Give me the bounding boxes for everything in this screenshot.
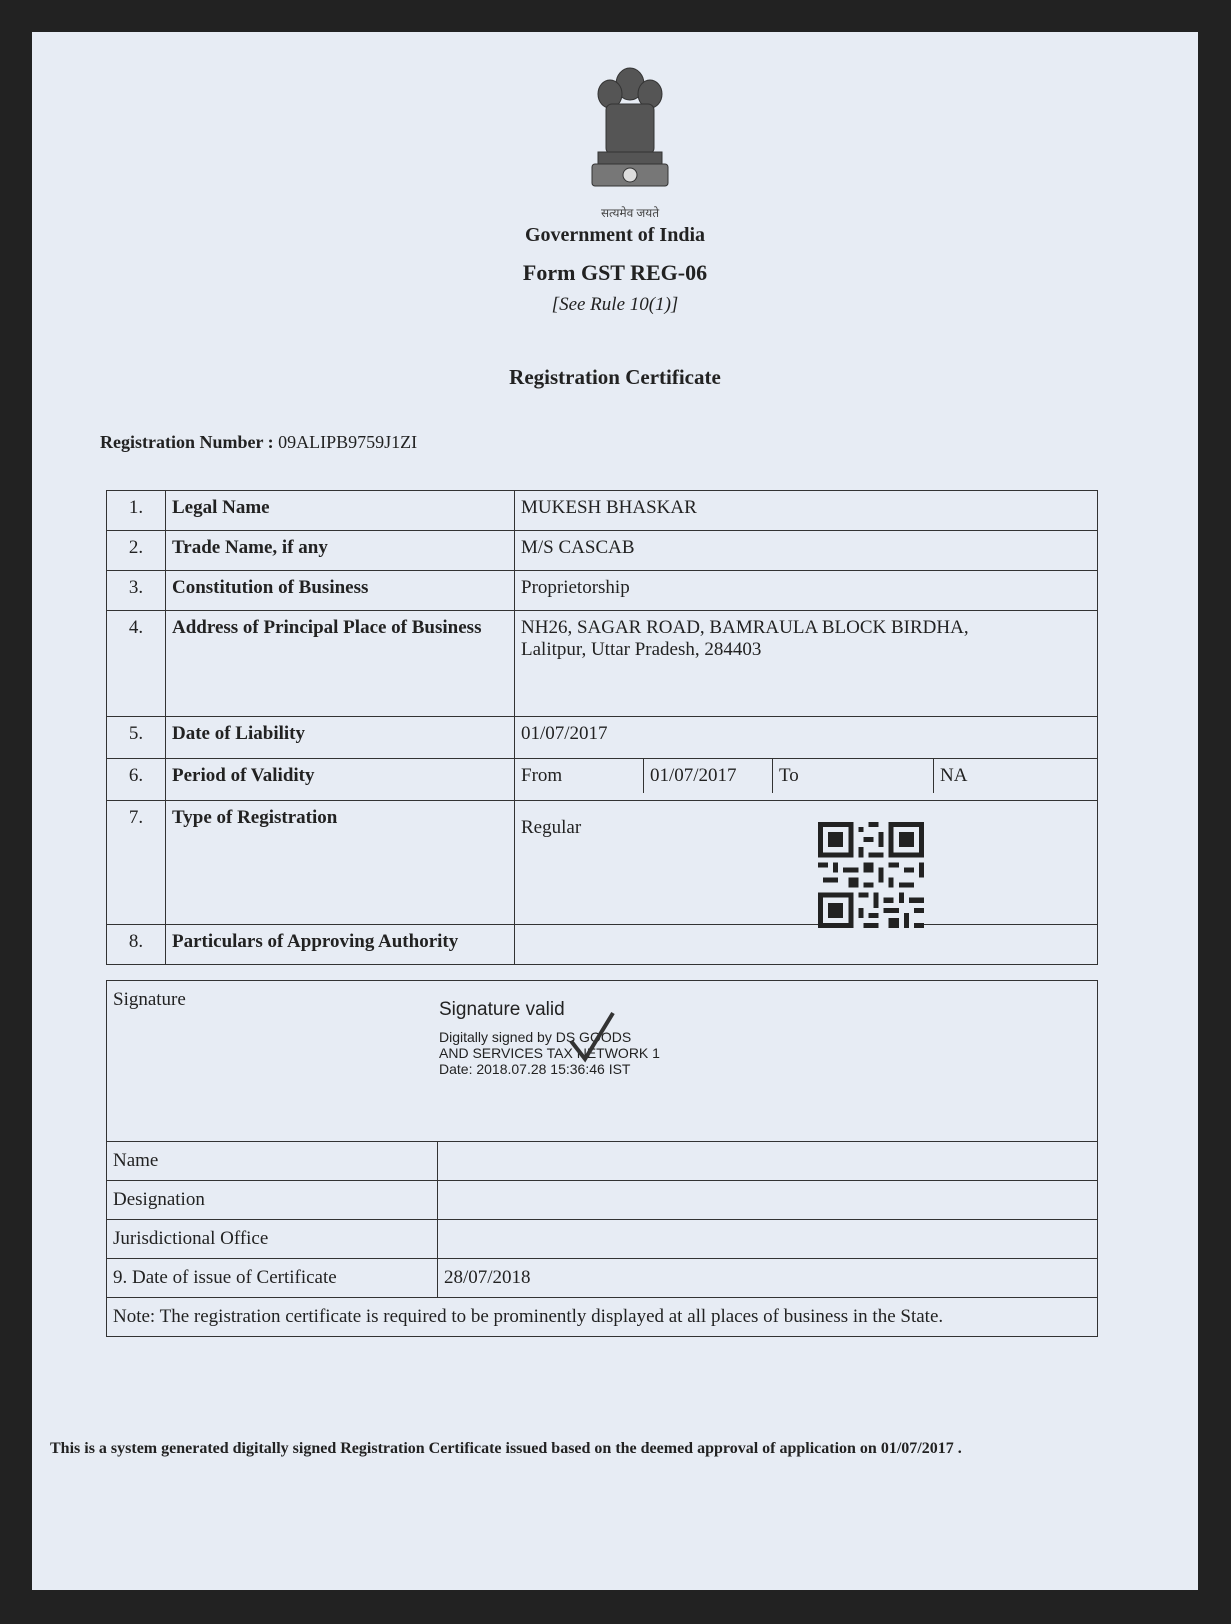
details-table xyxy=(106,490,1098,965)
row-number: 8. xyxy=(107,925,166,965)
issue-date-value: 28/07/2018 xyxy=(438,1259,1098,1298)
signature-line-3: Date: 2018.07.28 15:36:46 IST xyxy=(439,1061,631,1077)
signature-cell xyxy=(107,981,1098,1142)
rule-reference: [See Rule 10(1)] xyxy=(551,294,679,315)
jurisdictional-office-label: Jurisdictional Office xyxy=(107,1220,438,1259)
registration-type-value: Regular xyxy=(515,801,1098,925)
name-label: Name xyxy=(107,1142,438,1181)
address-line-2: Lalitpur, Uttar Pradesh, 284403 xyxy=(521,639,762,660)
signature-label: Signature xyxy=(113,989,186,1010)
table-row xyxy=(107,1142,1098,1181)
table-row xyxy=(107,1298,1098,1337)
designation-value xyxy=(438,1181,1098,1220)
government-title: Government of India xyxy=(525,224,705,246)
form-title: Form GST REG-06 xyxy=(522,260,708,285)
row-label: Trade Name, if any xyxy=(166,531,515,571)
row-number: 1. xyxy=(107,491,166,531)
row-label: Constitution of Business xyxy=(166,571,515,611)
designation-label: Designation xyxy=(107,1181,438,1220)
legal-name-value: MUKESH BHASKAR xyxy=(515,491,1098,531)
qr-code-icon xyxy=(818,822,924,928)
certificate-title: Registration Certificate xyxy=(509,365,721,389)
registration-number xyxy=(100,432,417,453)
table-row xyxy=(107,801,1098,925)
trade-name-value: M/S CASCAB xyxy=(515,531,1098,571)
table-row xyxy=(107,1181,1098,1220)
national-emblem-icon xyxy=(580,56,680,226)
validity-table xyxy=(515,759,1097,793)
address-value xyxy=(515,611,1098,717)
row-label: Legal Name xyxy=(166,491,515,531)
signature-table xyxy=(106,980,1098,1337)
row-number: 3. xyxy=(107,571,166,611)
validity-to-label: To xyxy=(773,759,934,793)
table-row xyxy=(107,981,1098,1142)
row-label: Type of Registration xyxy=(166,801,515,925)
constitution-value: Proprietorship xyxy=(515,571,1098,611)
emblem-motto: सत्यमेव जयते xyxy=(600,206,660,220)
registration-number-value: 09ALIPB9759J1ZI xyxy=(278,432,418,452)
row-number: 6. xyxy=(107,759,166,801)
signature-line-2: AND SERVICES TAX NETWORK 1 xyxy=(439,1045,660,1061)
table-row xyxy=(107,531,1098,571)
signature-line-1: Digitally signed by DS GOODS xyxy=(439,1029,632,1045)
row-number: 4. xyxy=(107,611,166,717)
issue-date-label: 9. Date of issue of Certificate xyxy=(107,1259,438,1298)
validity-from-value: 01/07/2017 xyxy=(644,759,773,793)
signature-check-icon xyxy=(567,1007,617,1067)
date-of-liability-value: 01/07/2017 xyxy=(515,717,1098,759)
address-line-1: NH26, SAGAR ROAD, BAMRAULA BLOCK BIRDHA, xyxy=(521,617,969,638)
row-number: 5. xyxy=(107,717,166,759)
name-value xyxy=(438,1142,1098,1181)
display-note: Note: The registration certificate is required to be prominently displayed at all places of business in the State. xyxy=(107,1298,1098,1337)
signature-status: Signature valid xyxy=(439,999,565,1020)
table-row xyxy=(107,717,1098,759)
row-label: Period of Validity xyxy=(166,759,515,801)
table-row xyxy=(107,571,1098,611)
table-row xyxy=(107,1259,1098,1298)
validity-cell xyxy=(515,759,1098,801)
digital-signature-block xyxy=(439,999,660,1077)
table-row xyxy=(107,759,1098,801)
table-row xyxy=(107,491,1098,531)
certificate-page xyxy=(32,32,1198,1590)
table-row xyxy=(107,611,1098,717)
row-label: Date of Liability xyxy=(166,717,515,759)
registration-number-label: Registration Number : xyxy=(100,432,274,452)
footer-note: This is a system generated digitally signed Registration Certificate issued based on the deemed approval of application on 01/07/2017 . xyxy=(50,1440,962,1457)
validity-to-value: NA xyxy=(934,759,1098,793)
table-row xyxy=(107,1220,1098,1259)
table-row xyxy=(107,925,1098,965)
jurisdictional-office-value xyxy=(438,1220,1098,1259)
row-label: Address of Principal Place of Business xyxy=(166,611,515,717)
validity-from-label: From xyxy=(515,759,644,793)
row-number: 7. xyxy=(107,801,166,925)
approving-authority-value xyxy=(515,925,1098,965)
row-number: 2. xyxy=(107,531,166,571)
row-label: Particulars of Approving Authority xyxy=(166,925,515,965)
